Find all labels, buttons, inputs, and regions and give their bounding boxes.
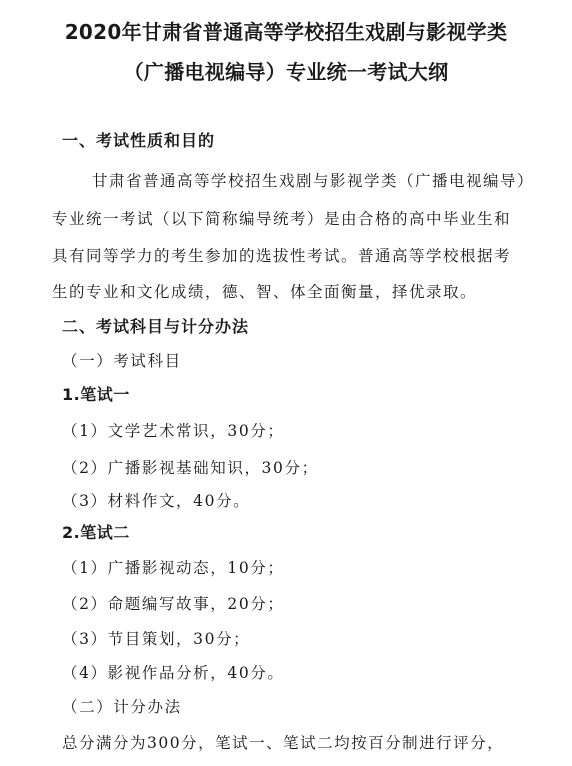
section-1-paragraph-line-2: 专业统一考试（以下简称编导统考）是由合格的高中毕业生和 <box>52 210 512 228</box>
subsection-exam-subjects: （一）考试科目 <box>62 352 182 370</box>
section-1-paragraph-line-1: 甘肃省普通高等学校招生戏剧与影视学类（广播电视编导） <box>92 172 535 190</box>
scoring-paragraph-line: 总分满分为300分，笔试一、笔试二均按百分制进行评分， <box>62 734 505 752</box>
exam-2-title: 2.笔试二 <box>62 523 130 542</box>
document-title-line-1: 2020年甘肃省普通高等学校招生戏剧与影视学类 <box>64 20 508 44</box>
exam-1-item: （2）广播影视基础知识，30分； <box>62 459 319 477</box>
exam-1-item: （3）材料作文，40分。 <box>62 492 251 510</box>
document-title-line-2: （广播电视编导）专业统一考试大纲 <box>123 60 449 84</box>
exam-1-title: 1.笔试一 <box>62 385 130 404</box>
subsection-scoring-method: （二）计分办法 <box>62 698 182 716</box>
section-2-heading: 二、考试科目与计分办法 <box>62 317 250 336</box>
exam-2-item: （1）广播影视动态，10分； <box>62 559 285 577</box>
section-1-paragraph-line-3: 具有同等学力的考生参加的选拔性考试。普通高等学校根据考 <box>52 247 512 265</box>
exam-2-item: （2）命题编写故事，20分； <box>62 595 285 613</box>
section-1-paragraph-line-4: 生的专业和文化成绩，德、智、体全面衡量，择优录取。 <box>52 283 478 301</box>
exam-2-item: （4）影视作品分析，40分。 <box>62 664 285 682</box>
section-1-heading: 一、考试性质和目的 <box>62 131 216 150</box>
exam-1-item: （1）文学艺术常识，30分； <box>62 422 285 440</box>
exam-2-item: （3）节目策划，30分； <box>62 630 251 648</box>
